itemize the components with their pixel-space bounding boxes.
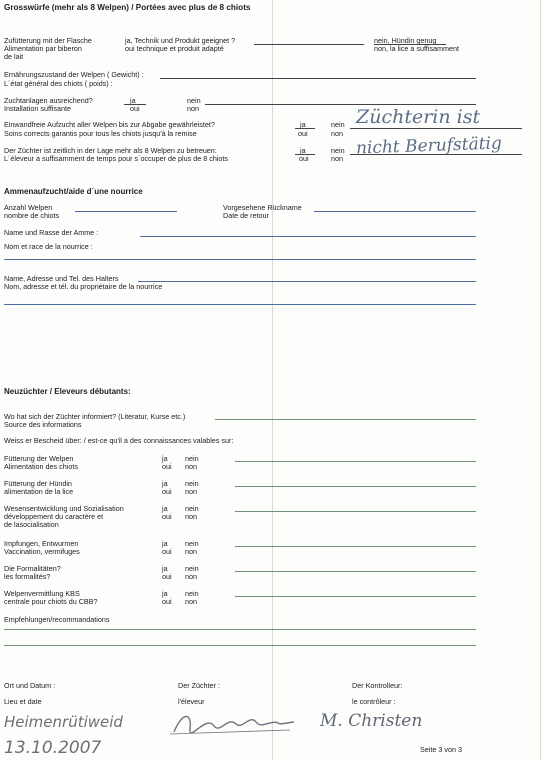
q5-ja[interactable]: ja <box>300 146 306 155</box>
row4-non[interactable]: non <box>185 547 197 556</box>
halter-answer-line[interactable] <box>138 281 476 282</box>
row2-ja[interactable]: ja <box>162 479 168 488</box>
halter-label-de: Name, Adresse und Tel. des Halters <box>4 274 119 283</box>
q5-label-fr: L´éleveur a suffisamment de temps pour s´occuper de plus de 8 chiots <box>4 154 228 163</box>
row4-answer-line[interactable] <box>235 546 476 547</box>
rueckname-label-fr: Date de retour <box>223 211 269 220</box>
q3-label-de: Zuchtanlagen ausreichend? <box>4 96 93 105</box>
row3-label-fr2: de lasocialisation <box>4 520 59 529</box>
row2-nein[interactable]: nein <box>185 479 199 488</box>
row3-answer-line[interactable] <box>235 511 476 512</box>
row3-nein[interactable]: nein <box>185 504 199 513</box>
row1-oui[interactable]: oui <box>162 462 172 471</box>
row2-non[interactable]: non <box>185 487 197 496</box>
q3-oui[interactable]: oui <box>130 104 140 113</box>
row6-oui[interactable]: oui <box>162 597 172 606</box>
place-date-label-fr: Lieu et date <box>4 697 42 706</box>
row6-non[interactable]: non <box>185 597 197 606</box>
handwritten-note-line1: Züchterin ist <box>356 106 481 128</box>
breeder-label-de: Der Züchter : <box>178 681 220 690</box>
info-label-fr: Source des informations <box>4 420 82 429</box>
row3-ja[interactable]: ja <box>162 504 168 513</box>
q1-option-no-fr: non, la lice a suffisamment <box>374 44 459 53</box>
recommendations-line-1[interactable] <box>4 629 476 630</box>
amme-label-fr: Nom et race de la nourrice : <box>4 242 93 251</box>
row6-answer-line[interactable] <box>235 596 476 597</box>
section-title-nurse: Ammenaufzucht/aide d´une nourrice <box>4 187 143 196</box>
q1-label-fr: Alimentation par biberon <box>4 44 82 53</box>
fold-line-center <box>272 0 273 760</box>
breeder-label-fr: l'éleveur <box>178 697 205 706</box>
q5-non[interactable]: non <box>331 154 343 163</box>
q5-oui[interactable]: oui <box>299 154 309 163</box>
page-number: Seite 3 von 3 <box>420 745 462 754</box>
row3-non[interactable]: non <box>185 512 197 521</box>
row5-answer-line[interactable] <box>235 571 476 572</box>
row1-non[interactable]: non <box>185 462 197 471</box>
q3-nein[interactable]: nein <box>187 96 201 105</box>
q2-label-fr: L´état général des chiots ( poids) : <box>4 79 113 88</box>
info-label-de: Wo hat sich der Züchter informiert? (Literatur, Kurse etc.) <box>4 412 186 421</box>
row4-label-de: Impfungen, Entwurmen <box>4 539 79 548</box>
fold-line-right <box>540 0 541 760</box>
row1-ja[interactable]: ja <box>162 454 168 463</box>
rueckname-label-de: Vorgesehene Rückname <box>223 203 302 212</box>
q3-non[interactable]: non <box>187 104 199 113</box>
handwritten-note-line2: nicht Berufstätig <box>355 133 503 159</box>
handwritten-date: 13.10.2007 <box>4 738 102 758</box>
anzahl-label-fr: nombre de chiots <box>4 211 60 220</box>
row4-label-fr: Vaccination, vermifuges <box>4 547 80 556</box>
row3-oui[interactable]: oui <box>162 512 172 521</box>
row3-label-de: Wesensentwicklung und Sozialisation <box>4 504 124 513</box>
section-title-large-litters: Grosswürfe (mehr als 8 Welpen) / Portées avec plus de 8 chiots <box>4 3 251 12</box>
row6-label-fr: centrale pour chiots du CBB? <box>4 597 98 606</box>
rueckname-answer-line[interactable] <box>314 211 476 212</box>
row5-ja[interactable]: ja <box>162 564 168 573</box>
amme-answer-line[interactable] <box>140 236 476 237</box>
halter-extra-line[interactable] <box>4 304 476 305</box>
q4-label-fr: Soins corrects garantis pour tous les chiots jusqu'à la remise <box>4 129 197 138</box>
q1-label-fr2: de lait <box>4 52 24 61</box>
q1-option-yes-de: ja, Technik und Produkt geeignet ? <box>125 36 236 45</box>
row5-label-de: Die Formalitäten? <box>4 564 61 573</box>
q1-answer-line[interactable] <box>254 44 364 45</box>
breeder-signature-icon <box>170 708 300 738</box>
row6-nein[interactable]: nein <box>185 589 199 598</box>
row5-oui[interactable]: oui <box>162 572 172 581</box>
row4-nein[interactable]: nein <box>185 539 199 548</box>
q2-answer-line[interactable] <box>160 78 476 79</box>
row1-nein[interactable]: nein <box>185 454 199 463</box>
q3-ja[interactable]: ja <box>130 96 136 105</box>
row6-label-de: Welpenvermittlung KBS <box>4 589 80 598</box>
row6-ja[interactable]: ja <box>162 589 168 598</box>
handwritten-place: Heimenrütiweid <box>4 713 123 731</box>
row1-answer-line[interactable] <box>235 461 476 462</box>
recommendations-line-2[interactable] <box>4 645 476 646</box>
q4-label-de: Einwandfreie Aufzucht aller Welpen bis zur Abgabe gewährleistet? <box>4 120 215 129</box>
row4-ja[interactable]: ja <box>162 539 168 548</box>
anzahl-answer-line[interactable] <box>75 211 177 212</box>
q2-label-de: Ernährungszustand der Welpen ( Gewicht) : <box>4 70 144 79</box>
q1-label-de: Zufütterung mit der Flasche <box>4 36 92 45</box>
q3-label-fr: Installation suffisante <box>4 104 71 113</box>
row1-label-de: Fütterung der Welpen <box>4 454 74 463</box>
q5-label-de: Der Züchter ist zeitlich in der Lage mehr als 8 Welpen zu betreuen: <box>4 146 217 155</box>
row5-label-fr: les formalités? <box>4 572 51 581</box>
knowledge-intro: Weiss er Bescheid über: / est-ce qu'il a des connaissances valables sur: <box>4 436 234 445</box>
row4-oui[interactable]: oui <box>162 547 172 556</box>
amme-label-de: Name und Rasse der Amme : <box>4 228 99 237</box>
recommendations-label: Empfehlungen/recommandations <box>4 615 110 624</box>
row2-label-de: Fütterung der Hündin <box>4 479 72 488</box>
q4-answer-line[interactable] <box>350 128 522 129</box>
q3-answer-line[interactable] <box>205 104 476 105</box>
row2-oui[interactable]: oui <box>162 487 172 496</box>
place-date-label-de: Ort und Datum : <box>4 681 56 690</box>
row1-label-fr: Alimentation des chiots <box>4 462 78 471</box>
row2-label-fr: alimentation de la lice <box>4 487 74 496</box>
info-answer-line[interactable] <box>215 419 476 420</box>
controller-label-fr: le contrôleur : <box>352 697 396 706</box>
row2-answer-line[interactable] <box>235 486 476 487</box>
anzahl-label-de: Anzahl Welpen <box>4 203 53 212</box>
q4-oui[interactable]: oui <box>298 129 308 138</box>
q1-option-no-de: nein, Hündin genug <box>374 36 437 45</box>
q1-option-yes-fr: oui technique et produit adapté <box>125 44 224 53</box>
controller-signature: M. Christen <box>320 711 423 731</box>
q4-non[interactable]: non <box>331 129 343 138</box>
amme-extra-line[interactable] <box>4 259 476 260</box>
q4-nein[interactable]: nein <box>331 120 345 129</box>
q5-nein[interactable]: nein <box>331 146 345 155</box>
controller-label-de: Der Kontrolleur: <box>352 681 403 690</box>
row5-non[interactable]: non <box>185 572 197 581</box>
halter-label-fr: Nom, adresse et tél. du propriétaire de la nourrice <box>4 282 163 291</box>
row5-nein[interactable]: nein <box>185 564 199 573</box>
section-title-new-breeders: Neuzüchter / Eleveurs débutants: <box>4 387 131 396</box>
q4-ja[interactable]: ja <box>300 120 306 129</box>
row3-label-fr: développement du caractère et <box>4 512 104 521</box>
